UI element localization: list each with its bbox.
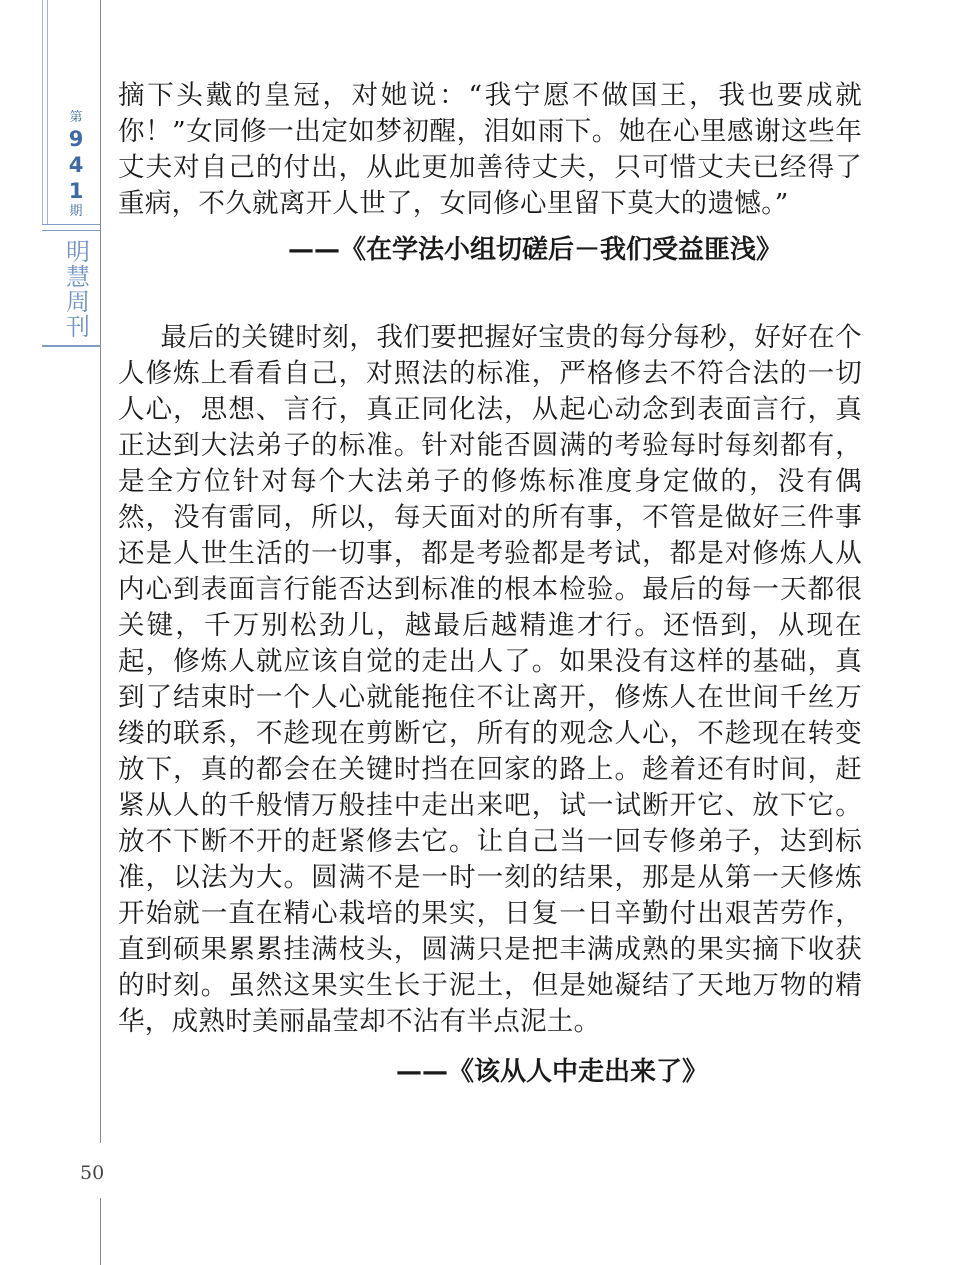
issue-suffix: 期 (69, 204, 83, 219)
magazine-char: 周 (66, 288, 90, 316)
sidebar-line (47, 0, 48, 224)
excerpt-paragraph-2: 最后的关键时刻，我们要把握好宝贵的每分每秒，好好在个人修炼上看看自己，对照法的标准，严格修去不符合法的一切人心，思想、言行，真正同化法，从起心动念到表面言行，真正达到大法弟子的标准。针对能否圆满的考验每时每刻都有，是全方位针对每个大法弟子的修炼标准度身定做的，没有偶然，没有雷同，所以，每天面对的所有事，不管是做好三件事还是人世生活的一切事，都是考验都是考试，都是对修炼人从内心到表面言行能否达到标准的根本检验。最后的每一天都很关键，千万别松劲儿，越最后越精進才行。还悟到，从现在起，修炼人就应该自觉的走出人了。如果没有这样的基础，真到了结束时一个人心就能拖住不让离开，修炼人在世间千丝万缕的联系，不趁现在剪断它，所有的观念人心，不趁现在转变放下，真的都会在关键时挡在回家的路上。趁着还有时间，赶紧从人的千般情万般挂中走出来吧，试一试断开它、放下它。放不下断不开的赶紧修去它。让自己当一回专修弟子，达到标准，以法为大。圆满不是一时一刻的结果，那是从第一天修炼开始就一直在精心栽培的果实，日复一日辛勤付出艰苦劳作，直到硕果累累挂满枝头，圆满只是把丰满成熟的果实摘下收获的时刻。虽然这果实生长于泥土，但是她凝结了天地万物的精华，成熟时美丽晶莹却不沾有半点泥土。 (118, 322, 862, 1037)
page-number: 50 (80, 1162, 105, 1184)
margin-rule-top (100, 0, 101, 1143)
sidebar-divider (42, 230, 100, 231)
issue-prefix: 第 (69, 110, 83, 125)
magazine-char: 刊 (66, 313, 90, 341)
excerpt-paragraph-1: 摘下头戴的皇冠，对她说：“我宁愿不做国王，我也要成就你！”女同修一出定如梦初醒，泪如雨下。她在心里感谢这些年丈夫对自己的付出，从此更加善待丈夫，只可惜丈夫已经得了重病，不久就离开人世了，女同修心里留下莫大的遗憾。” (118, 80, 862, 219)
excerpt-citation-1: ——《在学法小组切磋后－我们受益匪浅》 (288, 235, 783, 265)
sidebar-divider (42, 345, 100, 347)
sidebar (42, 0, 100, 350)
sidebar-divider (42, 224, 100, 225)
sidebar-line (42, 0, 43, 224)
magazine-char: 明 (66, 238, 90, 266)
excerpt-citation-2: ——《该从人中走出来了》 (396, 1057, 709, 1087)
issue-digit: 4 (68, 153, 84, 177)
article-body (118, 78, 862, 1090)
section-gap (118, 268, 862, 320)
issue-digit: 9 (68, 127, 84, 151)
magazine-char: 慧 (66, 263, 90, 291)
magazine-name (64, 240, 92, 340)
margin-rule-bottom (100, 1198, 101, 1265)
issue-digit: 1 (68, 179, 84, 203)
issue-number (52, 110, 100, 220)
